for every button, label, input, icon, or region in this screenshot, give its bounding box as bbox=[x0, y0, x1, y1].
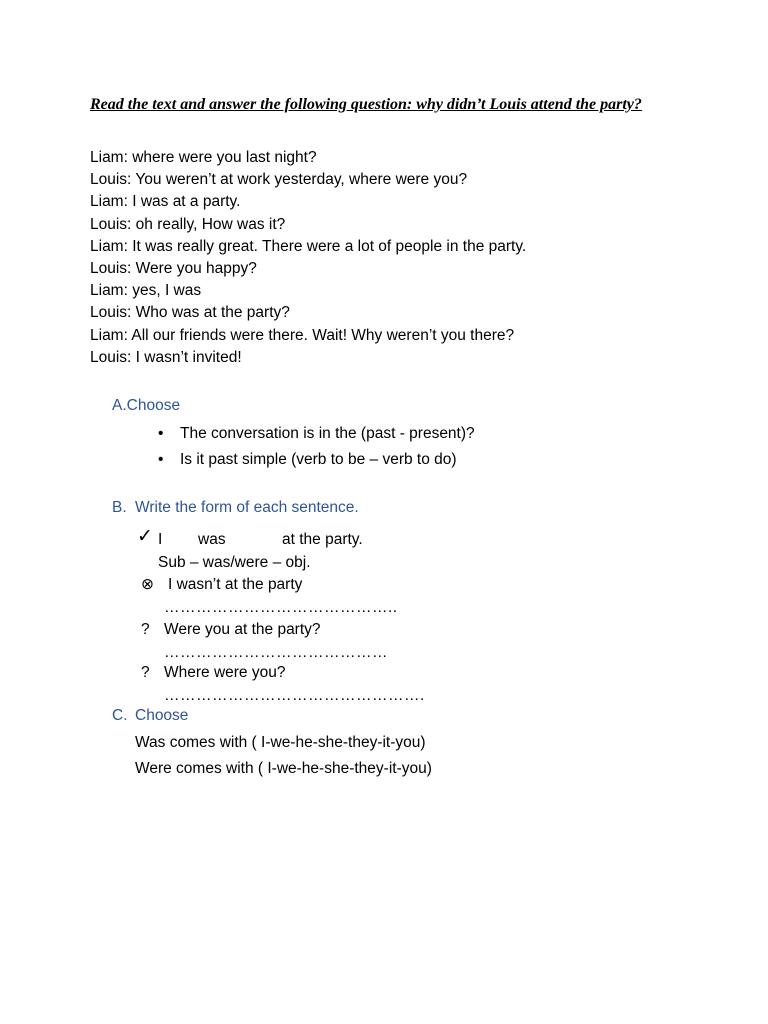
question-2-answer-blank: …………………………………………. bbox=[164, 687, 425, 704]
question-sentence-1: Were you at the party? bbox=[164, 621, 321, 638]
question-icon: ? bbox=[141, 664, 150, 681]
section-b-title: Write the form of each sentence. bbox=[135, 499, 359, 516]
dialogue-line: Liam: where were you last night? bbox=[90, 149, 317, 166]
negative-icon: ⊗ bbox=[141, 576, 154, 593]
negative-sentence: I wasn’t at the party bbox=[168, 576, 303, 593]
negative-answer-blank: …………………………………….. bbox=[164, 599, 398, 616]
section-a-heading bbox=[112, 397, 180, 415]
question-title: Read the text and answer the following question: why didn’t Louis attend the party? bbox=[90, 96, 642, 113]
section-c-letter: C. bbox=[112, 707, 128, 724]
affirmative-verb: was bbox=[198, 531, 226, 548]
bullet-icon: • bbox=[158, 451, 164, 468]
dialogue-line: Louis: Who was at the party? bbox=[90, 304, 290, 322]
bullet-icon: • bbox=[158, 425, 164, 442]
question-sentence-2: Where were you? bbox=[164, 664, 286, 681]
section-a-letter: A. bbox=[112, 397, 127, 414]
section-c-title: Choose bbox=[135, 707, 189, 724]
question-icon: ? bbox=[141, 621, 150, 638]
dialogue-line: Louis: I wasn’t invited! bbox=[90, 348, 242, 366]
section-a-list bbox=[158, 423, 475, 475]
dialogue-line: Louis: You weren’t at work yesterday, where were you? bbox=[90, 171, 468, 189]
section-a-title: Choose bbox=[126, 397, 181, 414]
list-item-text: The conversation is in the (past - present)? bbox=[180, 425, 475, 442]
dialogue-line: Liam: It was really great. There were a lot of people in the party. bbox=[90, 237, 527, 255]
section-c-line: Were comes with ( I-we-he-she-they-it-you) bbox=[135, 760, 432, 777]
dialogue-list bbox=[90, 147, 526, 369]
list-item bbox=[158, 423, 475, 449]
affirmative-form: Sub – was/were – obj. bbox=[158, 554, 311, 571]
dialogue-line: Liam: I was at a party. bbox=[90, 193, 241, 211]
section-b-letter: B. bbox=[112, 499, 127, 516]
section-c-heading bbox=[112, 707, 188, 725]
question-1-answer-blank: …………………………………… bbox=[164, 644, 388, 661]
dialogue-line: Louis: oh really, How was it? bbox=[90, 215, 286, 233]
dialogue-line: Liam: All our friends were there. Wait! Why weren’t you there? bbox=[90, 326, 515, 344]
list-item bbox=[158, 449, 475, 475]
section-b-heading bbox=[112, 499, 359, 517]
affirmative-object: at the party. bbox=[282, 531, 363, 548]
checkmark-icon: ✓ bbox=[137, 525, 153, 547]
dialogue-line: Louis: Were you happy? bbox=[90, 259, 257, 277]
dialogue-line: Liam: yes, I was bbox=[90, 282, 202, 300]
section-c-line: Was comes with ( I-we-he-she-they-it-you) bbox=[135, 734, 426, 751]
affirmative-subject: I bbox=[158, 531, 163, 548]
list-item-text: Is it past simple (verb to be – verb to do) bbox=[180, 451, 457, 468]
